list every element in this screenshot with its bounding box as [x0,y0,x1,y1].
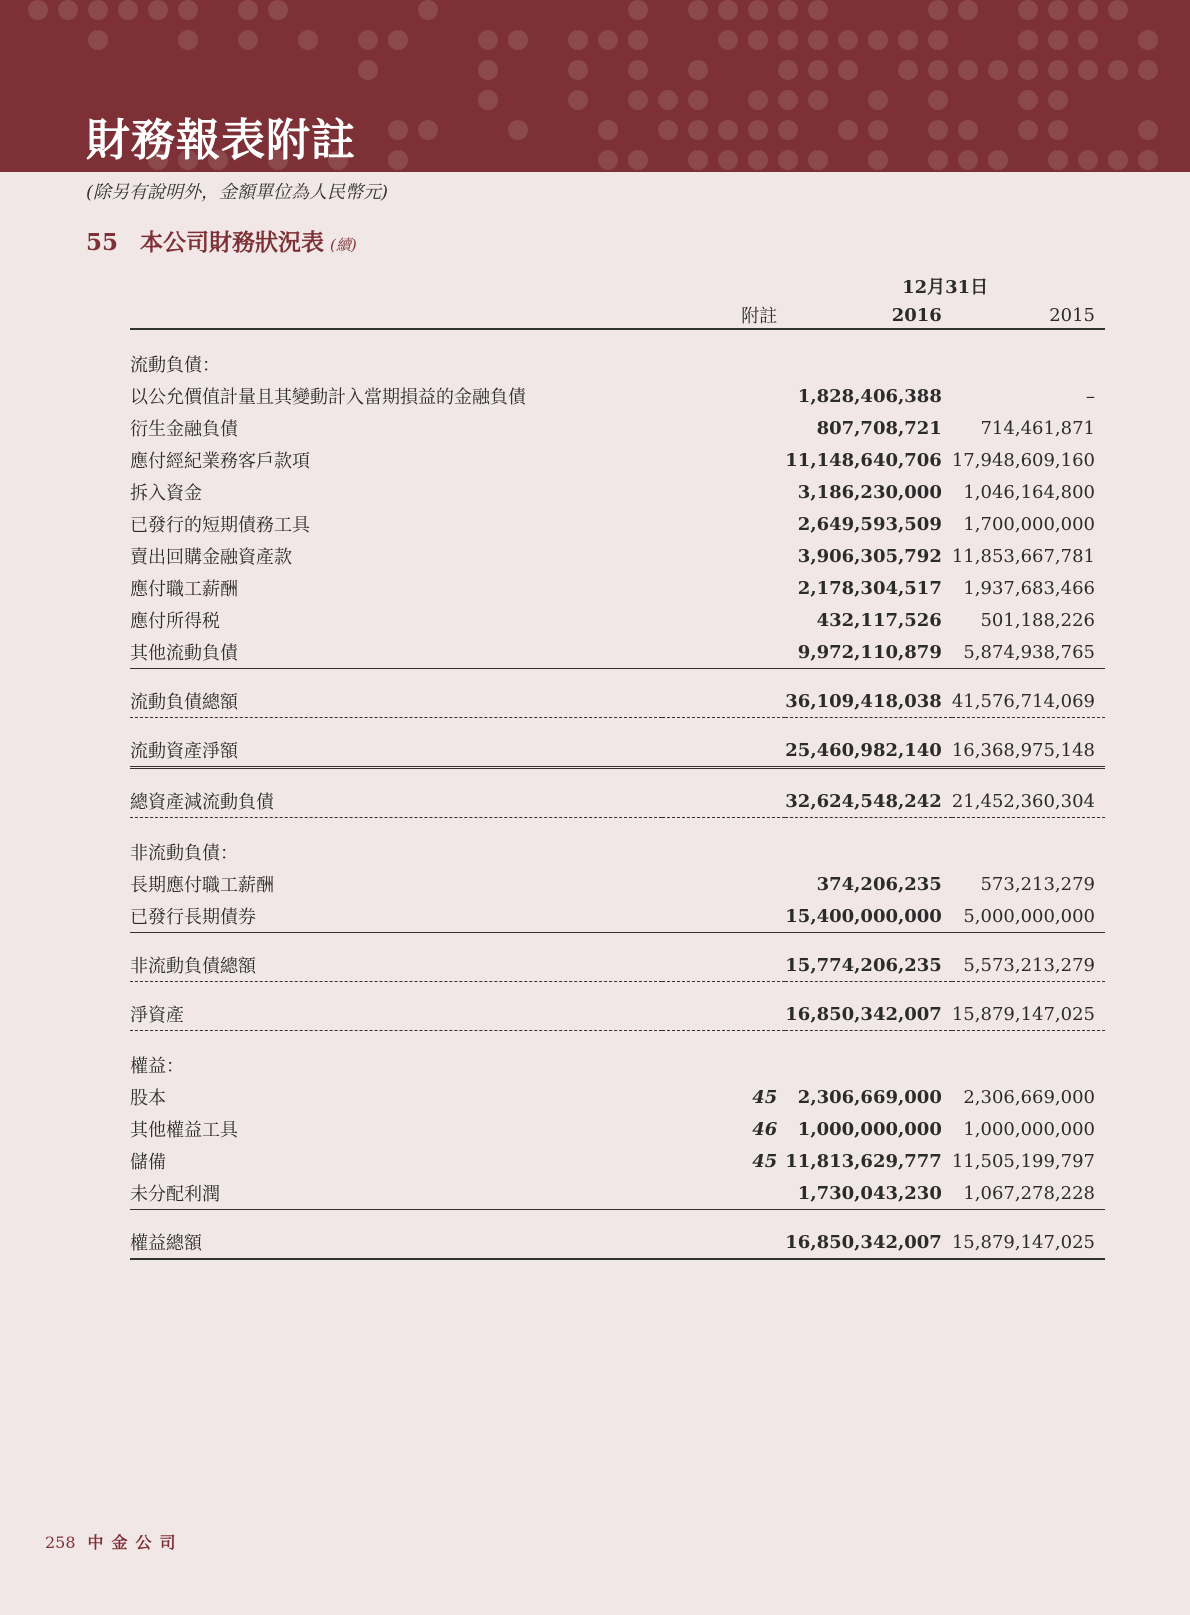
row-note [662,785,786,818]
row-value-2015: – [1086,385,1095,407]
row-label: 權益： [130,1056,184,1077]
table-row [130,1113,1105,1145]
row-label: 已發行長期債券 [130,900,662,933]
table-row [130,734,1105,768]
row-label: 長期應付職工薪酬 [130,875,274,896]
unit-note: (除另有說明外，金額單位為人民幣元) [86,182,389,203]
table-row [130,636,1105,669]
row-note [662,572,786,604]
row-value-2016: 11,813,629,777 [785,1150,942,1172]
row-label: 已發行的短期債務工具 [130,515,310,536]
table-row [130,604,1105,636]
year-2016-header: 2016 [785,302,952,329]
date-header: 12月31日 [902,277,989,298]
statement-of-financial-position-table [130,270,1105,1260]
row-label: 非流動負債總額 [130,949,662,982]
table-row [130,1145,1105,1177]
row-value-2015: 5,874,938,765 [952,636,1105,669]
row-value-2016 [785,818,952,869]
row-label: 拆入資金 [130,483,202,504]
row-value-2016: 2,306,669,000 [797,1086,942,1108]
row-note [662,949,786,982]
row-value-2016: 2,178,304,517 [797,577,942,599]
page-title: 財務報表附註 [86,115,356,166]
row-note [662,508,786,540]
row-note [662,900,786,933]
row-value-2015: 1,000,000,000 [963,1118,1095,1140]
row-value-2015: 15,879,147,025 [952,1226,1105,1259]
spacer-row [130,1210,1105,1227]
row-value-2016 [785,1031,952,1082]
row-value-2016: 2,649,593,509 [797,513,942,535]
row-note [662,412,786,444]
table-row [130,476,1105,508]
row-value-2015: 5,000,000,000 [952,900,1105,933]
row-value-2015: 5,573,213,279 [952,949,1105,982]
row-label: 應付職工薪酬 [130,579,238,600]
row-value-2015 [952,329,1105,380]
row-note [662,540,786,572]
row-label: 以公允價值計量且其變動計入當期損益的金融負債 [130,387,526,408]
row-value-2015: 573,213,279 [980,873,1095,895]
spacer-row [130,982,1105,999]
table-row [130,868,1105,900]
row-note [662,1226,786,1259]
row-note: 46 [752,1118,778,1140]
row-note [662,329,786,380]
row-note [662,604,786,636]
row-value-2015: 41,576,714,069 [952,685,1105,718]
row-note [662,998,786,1031]
table-row [130,412,1105,444]
table-header-row [130,302,1105,329]
table-row [130,508,1105,540]
row-value-2015 [952,1031,1105,1082]
spacer-row [130,933,1105,950]
row-value-2015: 11,853,667,781 [951,545,1095,567]
table-row [130,818,1105,869]
page-footer [45,1530,184,1553]
row-value-2016: 374,206,235 [816,873,942,895]
row-value-2016: 11,148,640,706 [785,449,942,471]
spacer-row [130,768,1105,786]
row-value-2016: 16,850,342,007 [785,998,952,1031]
row-value-2016: 15,400,000,000 [785,900,952,933]
table-row [130,685,1105,718]
row-note: 45 [752,1150,778,1172]
row-value-2015: 11,505,199,797 [951,1150,1095,1172]
row-label: 股本 [130,1088,166,1109]
table-row [130,1226,1105,1259]
row-value-2015: 15,879,147,025 [952,998,1105,1031]
row-note [662,685,786,718]
row-value-2016: 32,624,548,242 [785,785,952,818]
year-2015-header: 2015 [952,302,1105,329]
row-value-2016: 1,730,043,230 [785,1177,952,1210]
row-note [662,1177,786,1210]
row-note [662,380,786,412]
row-label: 非流動負債： [130,843,238,864]
row-value-2015: 17,948,609,160 [951,449,1095,471]
table-row [130,329,1105,380]
section-title: 本公司財務狀況表 [140,229,325,256]
row-label: 賣出回購金融資產款 [130,547,292,568]
row-label: 應付經紀業務客戶款項 [130,451,310,472]
row-value-2015: 1,046,164,800 [963,481,1095,503]
row-value-2016: 9,972,110,879 [785,636,952,669]
spacer-row [130,669,1105,686]
row-label: 流動負債總額 [130,685,662,718]
row-label: 其他流動負債 [130,636,662,669]
table-row [130,949,1105,982]
row-note [662,1031,786,1082]
table-header-date-row [130,270,1105,302]
row-label: 未分配利潤 [130,1177,662,1210]
row-value-2015: 21,452,360,304 [952,785,1105,818]
section-heading [86,224,357,257]
row-label: 儲備 [130,1152,166,1173]
spacer-row [130,718,1105,735]
row-value-2016: 3,186,230,000 [797,481,942,503]
row-label: 淨資產 [130,998,662,1031]
row-label: 權益總額 [130,1226,662,1259]
row-value-2015: 1,937,683,466 [963,577,1095,599]
row-value-2015 [952,818,1105,869]
table-row [130,540,1105,572]
note-column-header: 附註 [662,302,786,329]
row-value-2016: 432,117,526 [816,609,942,631]
table-row [130,572,1105,604]
row-note [662,734,786,768]
row-value-2016: 1,828,406,388 [797,385,942,407]
table-row [130,380,1105,412]
row-value-2016: 25,460,982,140 [785,734,952,768]
row-note [662,476,786,508]
company-name: 中金公司 [87,1533,184,1552]
table-row [130,998,1105,1031]
row-value-2016: 36,109,418,038 [785,685,952,718]
row-value-2015: 714,461,871 [980,417,1095,439]
continued-label: (續) [330,236,357,254]
table-row [130,785,1105,818]
row-note [662,818,786,869]
row-value-2015: 16,368,975,148 [952,734,1105,768]
row-label: 衍生金融負債 [130,419,238,440]
row-value-2016: 15,774,206,235 [785,949,952,982]
row-label: 流動資產淨額 [130,734,662,768]
row-value-2016: 807,708,721 [816,417,942,439]
row-value-2016: 3,906,305,792 [797,545,942,567]
row-note [662,444,786,476]
row-value-2015: 2,306,669,000 [963,1086,1095,1108]
row-label: 總資產減流動負債 [130,785,662,818]
section-number: 55 [86,229,119,256]
row-label: 流動負債： [130,355,220,376]
table-row [130,444,1105,476]
page-number: 258 [45,1533,76,1552]
table-row [130,1031,1105,1082]
row-note: 45 [752,1086,778,1108]
row-value-2015: 1,067,278,228 [952,1177,1105,1210]
table-row [130,900,1105,933]
table-row [130,1081,1105,1113]
row-label: 應付所得税 [130,611,220,632]
row-value-2016 [785,329,952,380]
row-value-2016: 1,000,000,000 [797,1118,942,1140]
header-band [0,0,1190,172]
row-value-2015: 1,700,000,000 [963,513,1095,535]
row-note [662,636,786,669]
table-row [130,1177,1105,1210]
row-note [662,868,786,900]
row-value-2015: 501,188,226 [980,609,1095,631]
row-value-2016: 16,850,342,007 [785,1226,952,1259]
row-label: 其他權益工具 [130,1120,238,1141]
